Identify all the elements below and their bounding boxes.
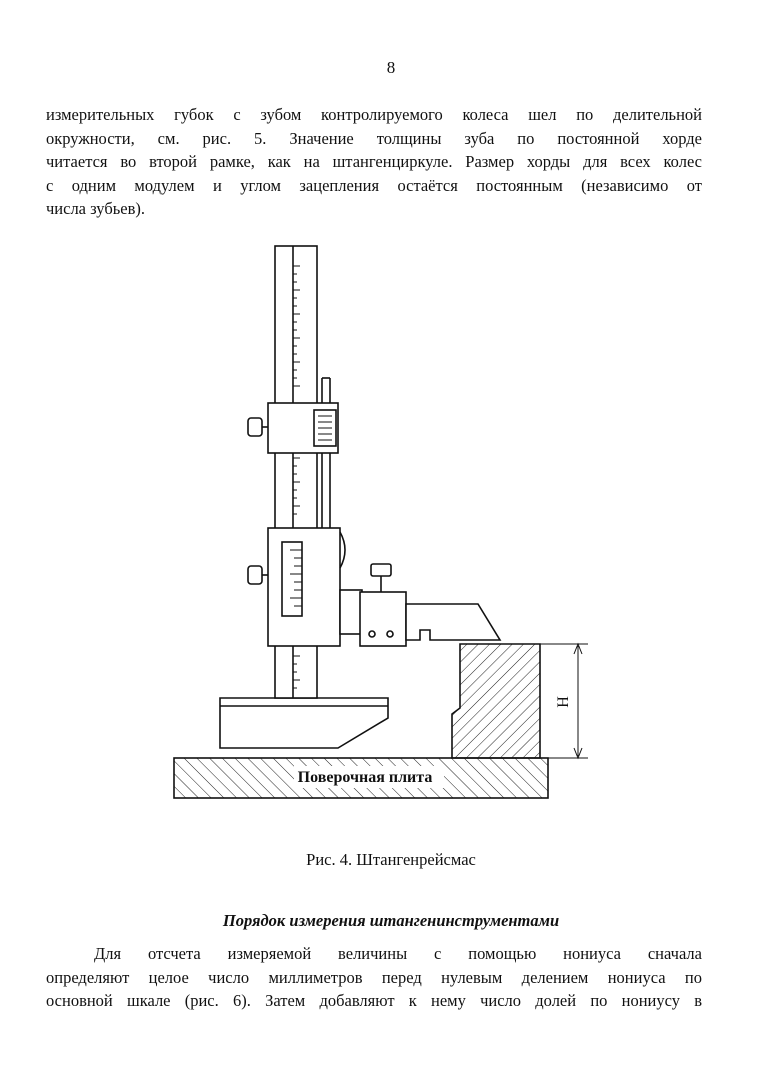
dimension-label: Н <box>555 696 572 708</box>
plate-label: Поверочная плита <box>297 769 433 786</box>
upper-clamp-knob <box>248 418 262 436</box>
main-clamp-knob <box>248 566 262 584</box>
main-frame <box>268 528 340 646</box>
paragraph-2-line: определяют целое число миллиметров перед нулевым делением нониуса по <box>46 967 702 987</box>
scriber-holder <box>360 592 406 646</box>
paragraph-1-line: окружности, см. рис. 5. Значение толщины зуба по постоянной хорде <box>46 128 702 148</box>
paragraph-1-line: читается во второй рамке, как на штангенциркуле. Размер хорды для всех колес <box>46 152 702 171</box>
paragraph-2-line: Для отсчета измеряемой величины с помощью нониуса сначала <box>94 944 702 963</box>
height-gauge-figure <box>160 238 600 808</box>
page-number: 8 <box>386 58 396 77</box>
figure-caption: Рис. 4. Штангенрейсмас <box>306 850 476 869</box>
height-gauge-drawing <box>160 238 600 808</box>
paragraph-2-line: основной шкале (рис. 6). Затем добавляют к нему число долей по нониусу в <box>46 991 702 1010</box>
vernier-scale <box>282 542 302 616</box>
paragraph-1 <box>46 103 702 221</box>
holder-screw-knob <box>371 564 391 576</box>
workpiece <box>452 644 540 758</box>
paragraph-1-line: числа зубьев). <box>46 199 145 218</box>
paragraph-1-line: измерительных губок с зубом контролируемого колеса шел по делительной <box>46 105 702 124</box>
paragraph-2 <box>46 942 702 1013</box>
paragraph-1-line: с одним модулем и углом зацепления остаётся постоянным (независимо от <box>46 175 702 195</box>
scriber <box>406 604 500 640</box>
section-heading: Порядок измерения штангенинструментами <box>222 911 560 930</box>
